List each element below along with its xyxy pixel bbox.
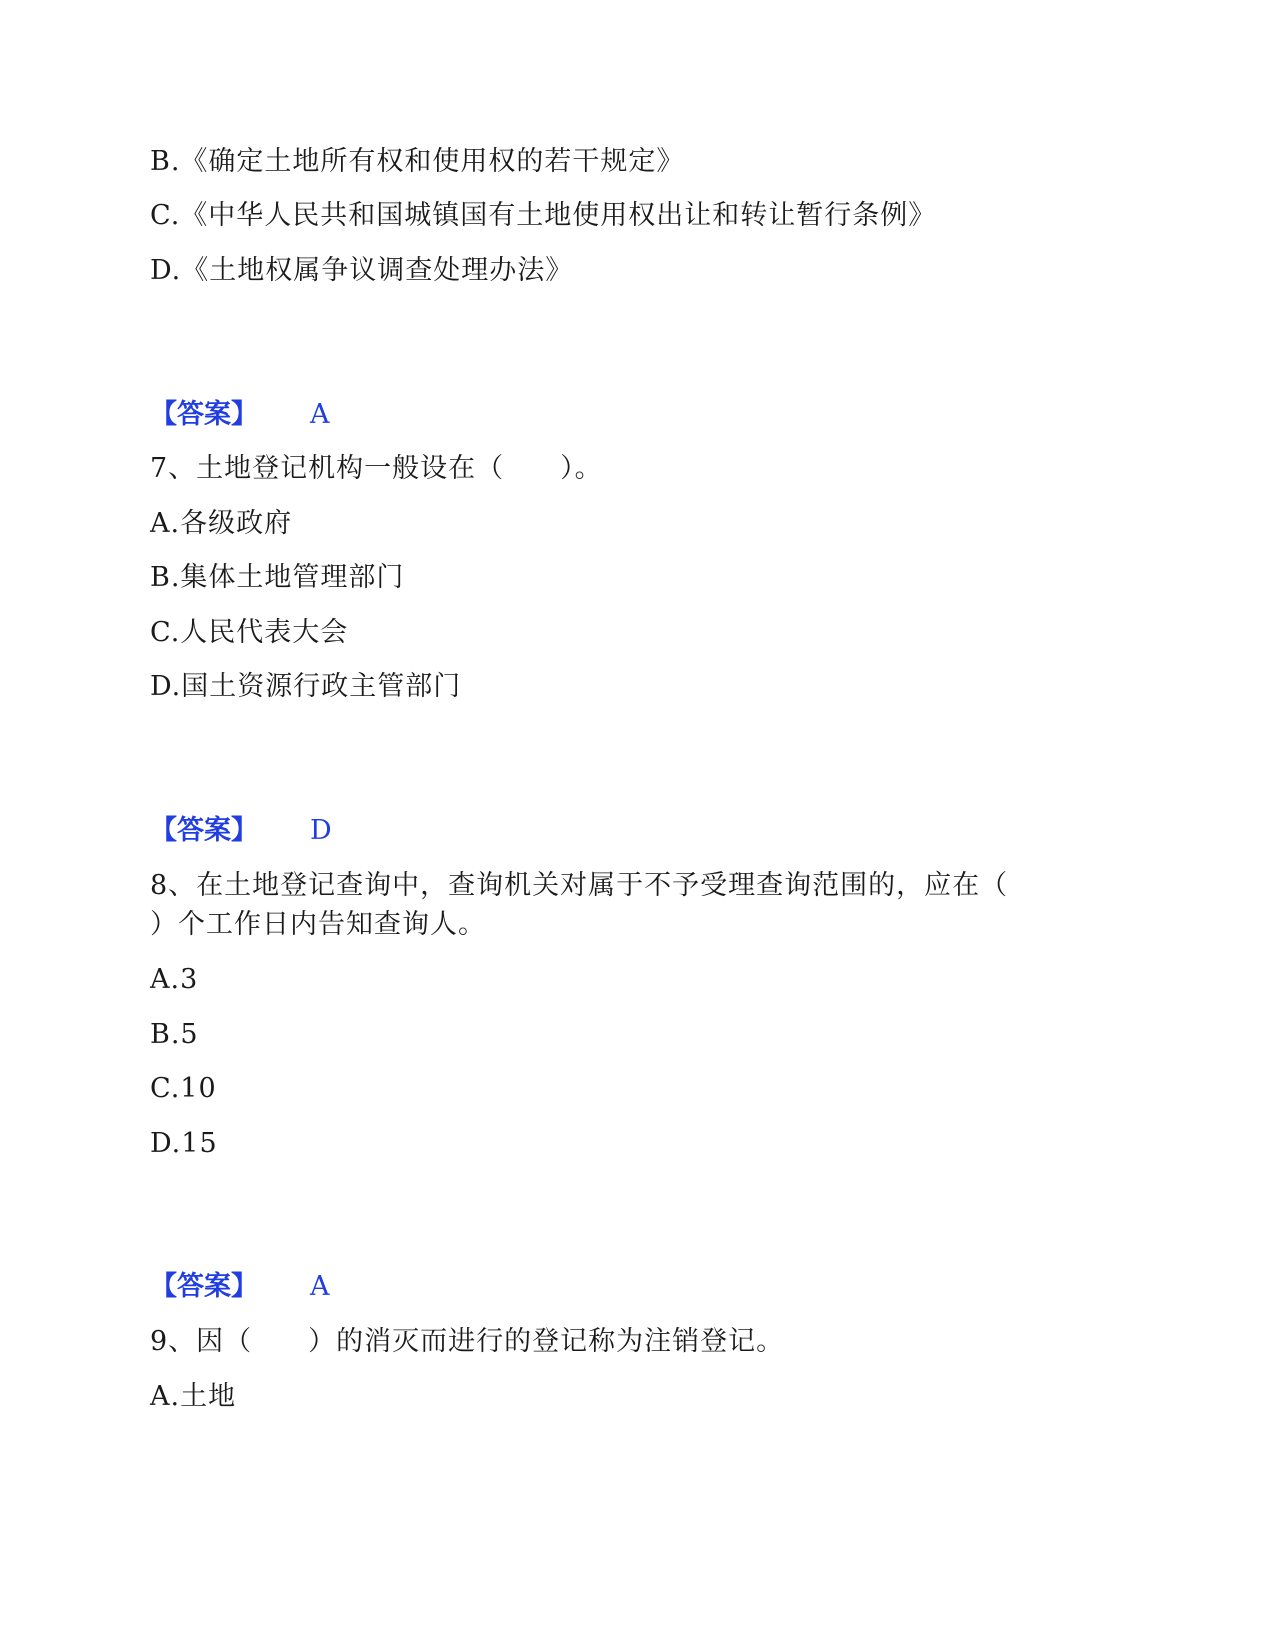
- q8-option-a: A.3: [150, 964, 199, 995]
- q7-option-d: D.国土资源行政主管部门: [150, 671, 462, 702]
- q8-stem-line2: ）个工作日内告知查询人。: [150, 909, 486, 940]
- q8-answer: [150, 1269, 330, 1305]
- q9-option-a: A.土地: [150, 1381, 237, 1412]
- q8-option-d: D.15: [150, 1128, 218, 1159]
- q9-stem: 9、因（ ）的消灭而进行的登记称为注销登记。: [150, 1326, 785, 1357]
- q7-stem: 7、土地登记机构一般设在（ ）。: [150, 453, 603, 484]
- answer-value: D: [310, 815, 332, 846]
- q7-option-c: C.人民代表大会: [150, 617, 349, 648]
- q6-answer: [150, 397, 330, 433]
- q6-option-b: B.《确定土地所有权和使用权的若干规定》: [150, 146, 685, 177]
- q7-option-a: A.各级政府: [150, 508, 293, 539]
- answer-tag: 【答案】: [150, 815, 258, 846]
- answer-value: A: [310, 399, 330, 430]
- answer-tag: 【答案】: [150, 1271, 258, 1302]
- q8-stem-line1: 8、在土地登记查询中，查询机关对属于不予受理查询范围的，应在（: [150, 870, 1009, 901]
- q8-option-c: C.10: [150, 1073, 217, 1104]
- q8-option-b: B.5: [150, 1019, 199, 1050]
- q6-option-d: D.《土地权属争议调查处理办法》: [150, 255, 574, 286]
- answer-tag: 【答案】: [150, 399, 258, 430]
- q6-option-c: C.《中华人民共和国城镇国有土地使用权出让和转让暂行条例》: [150, 200, 937, 231]
- answer-value: A: [310, 1271, 330, 1302]
- q7-option-b: B.集体土地管理部门: [150, 562, 405, 593]
- q7-answer: [150, 813, 332, 849]
